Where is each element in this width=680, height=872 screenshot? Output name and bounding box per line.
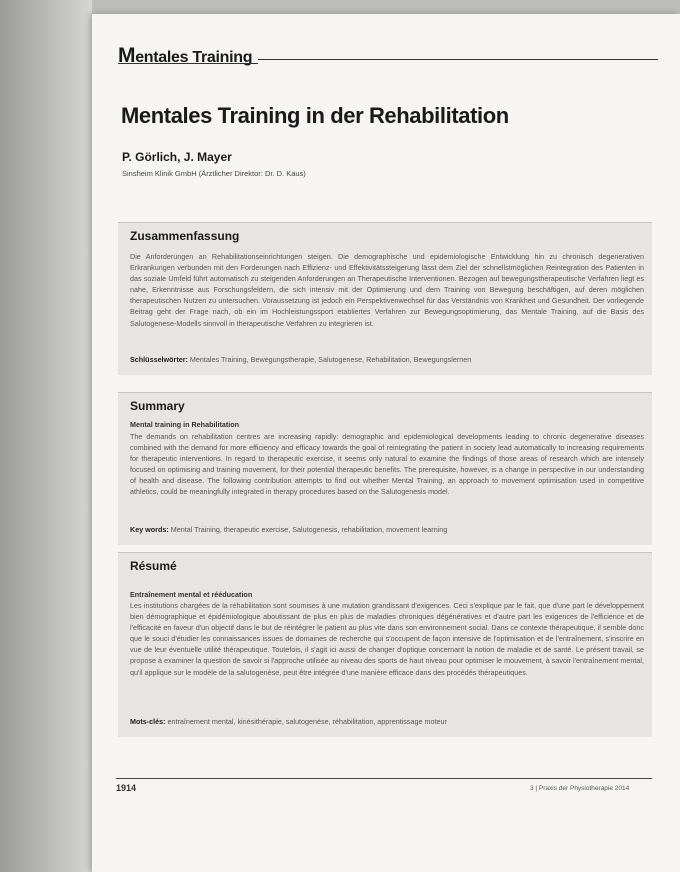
- scan-border-left: [0, 0, 92, 872]
- zusammenfassung-title: Zusammenfassung: [130, 229, 240, 243]
- zusammenfassung-section: [118, 222, 652, 375]
- resume-section: [118, 552, 652, 737]
- summary-title: Summary: [130, 399, 185, 413]
- scan-border-top: [0, 0, 680, 14]
- resume-keywords: [130, 717, 644, 726]
- section-header-initial: M: [118, 44, 136, 67]
- zusammenfassung-keywords: [130, 355, 644, 364]
- resume-body: Les institutions chargées de la réhabilitation sont soumises à une mutation grandissant d'exigences. Ceci s'explique par le fait, que d'une part le développement bien démographique et épidémiologique aboutissant de plus en plus de maladies chroniques dégénératives et d'autre part les exigences de l'efficience et de l'efficacité en faveur d'un objectif dans le but de réintégrer le patient au plus vite dans son environnement social. Dans ce contexte thérapeutique, il semble donc que le souci d'étudier les connaissances issues de domaines de recherche qui s'occupent de façon intensive de l'optimisation et de l'entraînement, s'inscrire en vue de leur éventuelle utilité thérapeutique. Toutefois, il s'agit ici aussi de changer d'optique concernant la notion de maladie et de santé. Le présent travail, se propose à examiner la question de savoir si l'approche utilisée au niveau des sports de haut niveau pour optimiser le mouvement, à savoir l'entraînement mental, qu'il applique sur le modèle de la salutogenèse, peut être intégrée d'une manière efficace dans des procédés thérapeutiques.: [130, 601, 644, 677]
- resume-title: Résumé: [130, 559, 177, 573]
- summary-keywords-text: Mental Training, therapeutic exercise, Salutogenesis, rehabilitation, movement learning: [170, 525, 448, 534]
- header-rule-left: [118, 63, 258, 64]
- zusammenfassung-keywords-text: Mentales Training, Bewegungstherapie, Salutogenese, Rehabilitation, Bewegungslernen: [189, 355, 472, 364]
- zusammenfassung-keywords-label: Schlüsselwörter:: [130, 355, 188, 364]
- header-rule: [258, 59, 658, 60]
- article-title: Mentales Training in der Rehabilitation: [121, 103, 509, 128]
- zusammenfassung-body: Die Anforderungen an Rehabilitationseinrichtungen steigen. Die demographische und epidemiologische Entwicklung hin zu chronisch degenerativen Erkrankungen verbunden mit den Forderungen nach Effizienz- und Effektivitätssteigerung lässt dem Ziel der schnellstmöglichen Reintegration des Patienten in das soziale Umfeld führt automatisch zu steigenden Anforderungen an Therapeutische Interventionen. Bezogen auf bewegungstherapeutische Verfahren liegt es nahe, Erkenntnisse aus Forschungsfeldern, die sich intensiv mit der Optimierung und dem Training von Bewegung beschäftigen, auf deren möglichen therapeutischen Nutzen zu untersuchen. Voraussetzung ist jedoch ein Perspektivenwechsel für das Verständnis von Krankheit und Gesundheit. Der vorliegende Beitrag geht der Frage nach, ob ein im Hochleistungssport etabliertes Verfahren zur Bewegungsoptimierung, das Mentale Training, auf die Basis des Salutogenese-Modells sinnvoll in therapeutische Verfahren zu integrieren ist.: [130, 252, 644, 328]
- resume-keywords-text: entraînement mental, kinésithérapie, salutogenèse, réhabilitation, apprentissage moteur: [167, 717, 447, 726]
- summary-keywords: [130, 525, 644, 534]
- resume-subtitle: Entraînement mental et rééducation: [130, 590, 253, 599]
- summary-subtitle: Mental training in Rehabilitation: [130, 420, 240, 429]
- section-header-rest: entales Training: [135, 49, 253, 66]
- article-affiliation: Sinsheim Klinik GmbH (Ärztlicher Direktor: Dr. D. Kaus): [122, 169, 306, 178]
- summary-keywords-label: Key words:: [130, 525, 169, 534]
- summary-body: The demands on rehabilitation centres are increasing rapidly: demographic and epidemiological developments leading to chronic degenerative diseases combined with the demand for more efficiency and efficacy towards the goal of reintegrating the patient in society lead automatically to increasing requirements for therapeutic interventions. In regard to therapeutic exercise, it seems only natural to examine the findings of those areas of research which are intensely focused on optimising and training movement, for their potential therapeutic benefits. The prerequisite, however, is a change in perspective in our understanding of health and disease. The following contribution attempts to find out whether Mental Training, an approach to movement optimisation used in competitive athletics, could be meaningfully integrated in therapy procedures based on the Salutogenesis model.: [130, 432, 644, 497]
- section-header-label: [118, 44, 252, 68]
- article-authors: P. Görlich, J. Mayer: [122, 150, 232, 164]
- summary-section: [118, 392, 652, 545]
- page-number: 1914: [116, 783, 137, 793]
- resume-keywords-label: Mots-clés:: [130, 717, 166, 726]
- journal-reference: 3 | Praxis der Physiotherapie 2014: [530, 785, 630, 792]
- footer-rule: [116, 778, 652, 779]
